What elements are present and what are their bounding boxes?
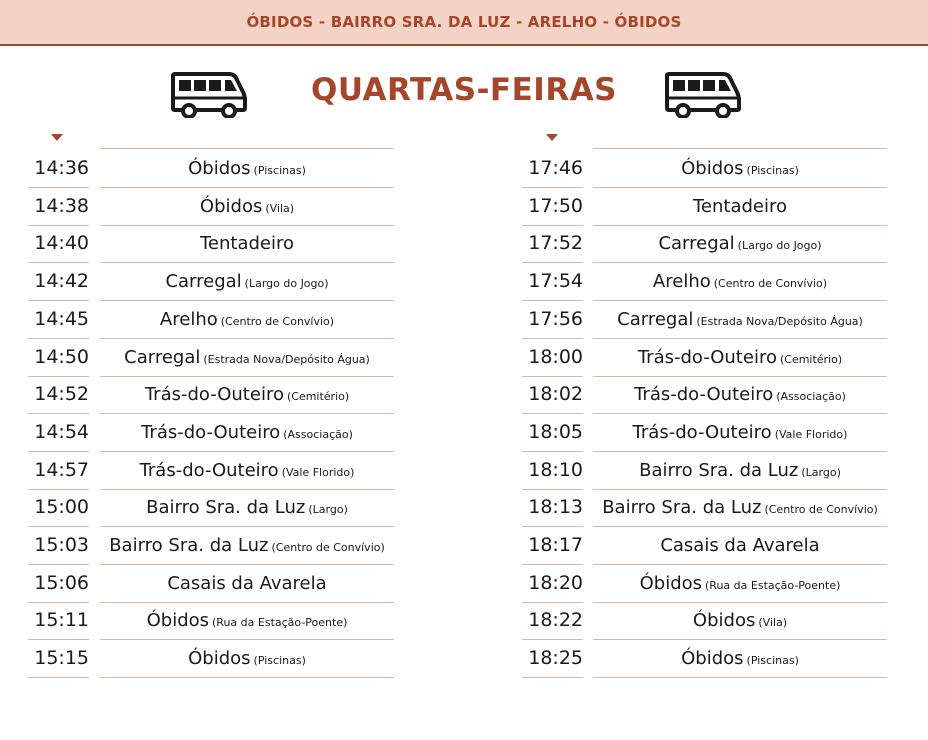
stop-name: Trás-do-Outeiro xyxy=(632,421,772,443)
stop-cell xyxy=(100,414,394,452)
stop-cell xyxy=(100,339,394,377)
table-row xyxy=(522,150,887,188)
stop-detail: (Vale Florido) xyxy=(774,427,848,441)
header-divider xyxy=(593,148,887,149)
stop-name: Óbidos xyxy=(188,648,251,670)
departure-time: 15:00 xyxy=(28,489,89,527)
departure-time: 14:45 xyxy=(28,301,89,339)
table-row xyxy=(28,339,394,377)
departure-time: 14:52 xyxy=(28,376,89,414)
table-row xyxy=(522,376,887,414)
table-row xyxy=(28,188,394,226)
table-row xyxy=(522,263,887,301)
table-row xyxy=(28,376,394,414)
departure-time: 18:05 xyxy=(522,414,583,452)
bus-icon xyxy=(665,70,741,118)
table-row xyxy=(28,527,394,565)
departure-time: 17:46 xyxy=(522,150,583,188)
departure-time: 17:52 xyxy=(522,225,583,263)
stop-name: Trás-do-Outeiro xyxy=(637,346,777,368)
stop-cell xyxy=(593,376,887,414)
stop-cell xyxy=(100,527,394,565)
stop-name: Óbidos xyxy=(692,610,756,632)
table-row xyxy=(522,225,887,263)
departure-time: 14:57 xyxy=(28,452,89,490)
stop-cell xyxy=(593,452,887,490)
stop-name: Trás-do-Outeiro xyxy=(141,421,281,443)
stop-cell xyxy=(593,527,887,565)
departure-time: 18:22 xyxy=(522,602,583,640)
stop-detail: (Centro de Convívio) xyxy=(271,541,385,554)
stop-cell xyxy=(100,263,394,301)
stop-detail: (Estrada Nova/Depósito Água) xyxy=(696,314,863,328)
stop-cell xyxy=(100,489,394,527)
stop-name: Carregal xyxy=(165,271,242,293)
stop-name: Bairro Sra. da Luz xyxy=(109,535,269,556)
departure-time: 18:02 xyxy=(522,376,583,414)
departure-time: 14:36 xyxy=(28,150,89,188)
departure-time: 18:17 xyxy=(522,527,583,565)
stop-name: Óbidos xyxy=(199,195,263,217)
day-title: QUARTAS-FEIRAS xyxy=(310,72,618,108)
stop-detail: (Vale Florido) xyxy=(281,465,355,479)
stop-cell xyxy=(593,565,887,603)
stop-name: Bairro Sra. da Luz xyxy=(639,459,799,481)
departure-time: 14:38 xyxy=(28,188,89,226)
table-row xyxy=(28,640,394,678)
route-banner xyxy=(0,0,928,46)
stop-detail: (Vila) xyxy=(758,616,788,630)
departure-time: 15:03 xyxy=(28,527,89,565)
stop-name: Óbidos xyxy=(639,572,703,594)
stop-detail: (Cemitério) xyxy=(779,352,843,366)
table-row xyxy=(28,414,394,452)
table-row xyxy=(28,565,394,603)
departure-time: 14:54 xyxy=(28,414,89,452)
stop-name: Carregal xyxy=(658,233,735,255)
header-divider xyxy=(100,148,394,149)
stop-detail: (Piscinas) xyxy=(253,654,306,668)
stop-name: Casais da Avarela xyxy=(660,535,820,556)
stop-cell xyxy=(593,339,887,377)
stop-cell xyxy=(100,301,394,339)
stop-name: Trás-do-Outeiro xyxy=(139,459,279,481)
stop-name: Carregal xyxy=(124,346,201,368)
stop-cell xyxy=(100,150,394,188)
stop-detail: (Largo do Jogo) xyxy=(244,277,329,291)
stop-detail: (Centro de Convívio) xyxy=(220,314,335,328)
departure-time: 18:25 xyxy=(522,640,583,678)
table-row xyxy=(522,527,887,565)
stop-name: Óbidos xyxy=(146,610,210,632)
stop-name: Tentadeiro xyxy=(199,233,295,255)
departure-time: 18:00 xyxy=(522,339,583,377)
table-row xyxy=(28,263,394,301)
stop-name: Bairro Sra. da Luz xyxy=(146,497,306,519)
stop-name: Óbidos xyxy=(681,648,744,670)
table-row xyxy=(522,489,887,527)
table-row xyxy=(522,640,887,678)
stop-cell xyxy=(100,452,394,490)
table-row xyxy=(522,339,887,377)
stop-detail: (Largo do Jogo) xyxy=(737,239,822,253)
departure-time: 15:15 xyxy=(28,640,89,678)
stop-detail: (Associação) xyxy=(776,390,846,404)
table-row xyxy=(28,452,394,490)
stop-cell xyxy=(100,602,394,640)
departure-time: 18:10 xyxy=(522,452,583,490)
stop-cell xyxy=(100,640,394,678)
stop-detail: (Cemitério) xyxy=(286,390,350,404)
departure-time: 17:54 xyxy=(522,263,583,301)
departure-time: 14:50 xyxy=(28,339,89,377)
stop-cell xyxy=(593,150,887,188)
caret-down-icon xyxy=(51,134,63,141)
table-row xyxy=(522,301,887,339)
table-row xyxy=(522,565,887,603)
stop-cell xyxy=(593,640,887,678)
stop-detail: (Largo) xyxy=(801,465,841,479)
caret-down-icon xyxy=(546,134,558,141)
departure-time: 18:13 xyxy=(522,489,583,527)
stop-detail: (Piscinas) xyxy=(253,164,306,177)
stop-cell xyxy=(593,225,887,263)
stop-name: Óbidos xyxy=(681,158,744,179)
stop-name: Trás-do-Outeiro xyxy=(144,384,284,406)
table-row xyxy=(522,452,887,490)
stop-detail: (Piscinas) xyxy=(746,654,799,668)
departure-time: 14:40 xyxy=(28,225,89,263)
table-row xyxy=(522,188,887,226)
stop-name: Bairro Sra. da Luz xyxy=(602,497,762,519)
table-row xyxy=(28,602,394,640)
departure-time: 15:06 xyxy=(28,565,89,603)
stop-cell xyxy=(593,263,887,301)
stop-detail: (Piscinas) xyxy=(746,164,799,177)
stop-name: Tentadeiro xyxy=(692,195,788,217)
stop-cell xyxy=(100,225,394,263)
table-row xyxy=(522,414,887,452)
stop-cell xyxy=(593,489,887,527)
stop-name: Carregal xyxy=(617,308,694,330)
departure-time: 17:50 xyxy=(522,188,583,226)
stop-name: Arelho xyxy=(652,271,711,293)
stop-name: Casais da Avarela xyxy=(167,572,327,594)
departure-time: 15:11 xyxy=(28,602,89,640)
table-row xyxy=(28,225,394,263)
stop-cell xyxy=(593,301,887,339)
route-title: ÓBIDOS - BAIRRO SRA. DA LUZ - ARELHO - ÓBIDOS xyxy=(246,13,682,31)
departure-time: 18:20 xyxy=(522,565,583,603)
stop-detail: (Centro de Convívio) xyxy=(764,503,878,517)
stop-detail: (Rua da Estação-Poente) xyxy=(212,616,348,630)
stop-detail: (Largo) xyxy=(308,503,348,517)
stop-cell xyxy=(100,376,394,414)
table-row xyxy=(28,150,394,188)
stop-cell xyxy=(100,188,394,226)
stop-cell xyxy=(593,414,887,452)
stop-name: Trás-do-Outeiro xyxy=(634,384,774,406)
table-row xyxy=(28,301,394,339)
stop-name: Óbidos xyxy=(188,158,251,179)
departure-time: 17:56 xyxy=(522,301,583,339)
stop-detail: (Associação) xyxy=(283,427,353,441)
stop-detail: (Rua da Estação-Poente) xyxy=(705,578,841,592)
stop-cell xyxy=(593,602,887,640)
stop-name: Arelho xyxy=(159,308,218,330)
stop-detail: (Estrada Nova/Depósito Água) xyxy=(203,352,370,366)
table-row xyxy=(522,602,887,640)
stop-detail: (Centro de Convívio) xyxy=(713,277,828,291)
departure-time: 14:42 xyxy=(28,263,89,301)
stop-cell xyxy=(593,188,887,226)
stop-detail: (Vila) xyxy=(265,201,295,215)
table-row xyxy=(28,489,394,527)
stop-cell xyxy=(100,565,394,603)
